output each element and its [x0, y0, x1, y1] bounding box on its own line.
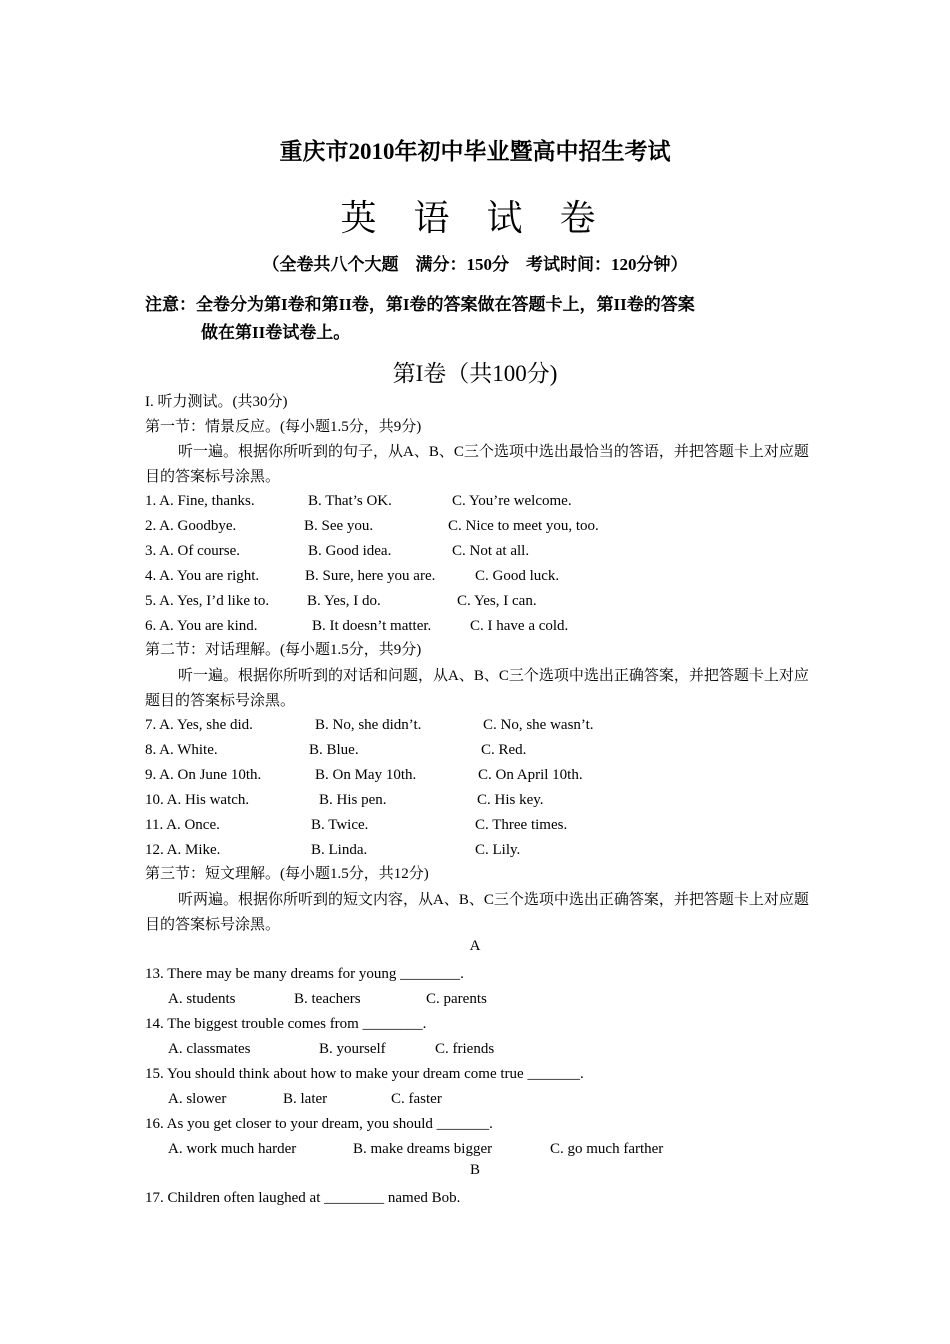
option-a: 11. A. Once.: [145, 817, 220, 833]
notice-line-2: 做在第II卷试卷上。: [201, 323, 351, 342]
option-b: B. Linda.: [311, 842, 368, 858]
option-b: B. yourself: [319, 1041, 386, 1057]
option-c: C. I have a cold.: [470, 618, 569, 634]
option-b: B. Good idea.: [308, 543, 392, 559]
question-row: [145, 615, 815, 637]
option-c: C. go much farther: [550, 1141, 664, 1157]
question-stem: 13. There may be many dreams for young ________.: [145, 966, 464, 982]
notice-line-1: 注意：全卷分为第I卷和第II卷，第I卷的答案做在答题卡上，第II卷的答案: [145, 295, 695, 314]
option-b: B. later: [283, 1091, 328, 1107]
option-a: A. work much harder: [168, 1141, 297, 1157]
option-c: C. Good luck.: [475, 568, 560, 584]
option-b: B. It doesn’t matter.: [312, 618, 432, 634]
option-a: 1. A. Fine, thanks.: [145, 493, 255, 509]
option-c: C. You’re welcome.: [452, 493, 572, 509]
option-b: B. Sure, here you are.: [305, 568, 436, 584]
option-a: 8. A. White.: [145, 742, 218, 758]
question-row: [145, 789, 815, 811]
option-c: C. Three times.: [475, 817, 568, 833]
question-row: [145, 814, 815, 836]
option-a: 7. A. Yes, she did.: [145, 717, 253, 733]
option-b: B. His pen.: [319, 792, 387, 808]
option-c: C. His key.: [477, 792, 544, 808]
option-c: C. No, she wasn’t.: [483, 717, 594, 733]
question-row: [145, 590, 815, 612]
section-title: I. 听力测试。(共30分): [145, 394, 288, 410]
question-row: [145, 540, 815, 562]
option-c: C. Yes, I can.: [457, 593, 537, 609]
question-row: [145, 739, 815, 761]
option-c: C. friends: [435, 1041, 495, 1057]
exam-title: 重庆市2010年初中毕业暨高中招生考试: [279, 139, 671, 164]
option-b: B. Twice.: [311, 817, 369, 833]
option-b: B. That’s OK.: [308, 493, 392, 509]
question-stem: 17. Children often laughed at ________ named Bob.: [145, 1190, 461, 1206]
question-row: [145, 714, 815, 736]
subsection-2-instruction: 听一遍。根据你所听到的对话和问题，从A、B、C三个选项中选出正确答案，并把答题卡上对应题目的答案标号涂黑。: [145, 668, 809, 709]
passage-b-label: B: [469, 1162, 480, 1178]
question-row: [145, 764, 815, 786]
option-a: 2. A. Goodbye.: [145, 518, 237, 534]
option-c: C. Not at all.: [452, 543, 530, 559]
question-stem: 16. As you get closer to your dream, you should _______.: [145, 1116, 493, 1132]
question-options: [145, 1038, 815, 1060]
question-options: [145, 988, 815, 1010]
exam-info: （全卷共八个大题 满分：150分 考试时间：120分钟）: [262, 255, 688, 274]
option-b: B. No, she didn’t.: [315, 717, 422, 733]
option-a: A. students: [168, 991, 236, 1007]
question-row: [145, 839, 815, 861]
option-a: 6. A. You are kind.: [145, 618, 258, 634]
option-b: B. make dreams bigger: [353, 1141, 493, 1157]
option-a: 4. A. You are right.: [145, 568, 260, 584]
option-c: C. On April 10th.: [478, 767, 583, 783]
question-options: [145, 1138, 815, 1160]
option-c: C. faster: [391, 1091, 442, 1107]
subsection-3-instruction: 听两遍。根据你所听到的短文内容，从A、B、C三个选项中选出正确答案，并把答题卡上对应题目的答案标号涂黑。: [145, 892, 809, 933]
option-a: A. slower: [168, 1091, 227, 1107]
question-row: [145, 565, 815, 587]
subsection-3-title: 第三节：短文理解。(每小题1.5分，共12分): [145, 866, 429, 882]
option-b: B. On May 10th.: [315, 767, 417, 783]
subsection-1-title: 第一节：情景反应。(每小题1.5分，共9分): [145, 419, 422, 435]
part-title: 第I卷（共100分): [392, 361, 558, 386]
option-a: A. classmates: [168, 1041, 251, 1057]
subsection-1-instruction: 听一遍。根据你所听到的句子，从A、B、C三个选项中选出最恰当的答语，并把答题卡上对应题目的答案标号涂黑。: [145, 444, 809, 485]
option-c: C. Red.: [481, 742, 527, 758]
subsection-2-title: 第二节：对话理解。(每小题1.5分，共9分): [145, 642, 422, 658]
question-options: [145, 1088, 815, 1110]
option-b: B. Yes, I do.: [307, 593, 381, 609]
option-c: C. parents: [426, 991, 487, 1007]
option-a: 3. A. Of course.: [145, 543, 240, 559]
option-b: B. See you.: [304, 518, 374, 534]
question-row: [145, 490, 815, 512]
question-row: [145, 515, 815, 537]
option-b: B. Blue.: [309, 742, 359, 758]
question-stem: 14. The biggest trouble comes from ________.: [145, 1016, 427, 1032]
option-c: C. Nice to meet you, too.: [448, 518, 599, 534]
option-a: 12. A. Mike.: [145, 842, 221, 858]
option-b: B. teachers: [294, 991, 361, 1007]
option-c: C. Lily.: [475, 842, 521, 858]
question-stem: 15. You should think about how to make your dream come true _______.: [145, 1066, 584, 1082]
option-a: 10. A. His watch.: [145, 792, 250, 808]
option-a: 9. A. On June 10th.: [145, 767, 262, 783]
passage-a-label: A: [469, 938, 481, 954]
option-a: 5. A. Yes, I’d like to.: [145, 593, 270, 609]
subject-title: 英 语 试 卷: [340, 198, 610, 238]
notice: [145, 291, 815, 347]
